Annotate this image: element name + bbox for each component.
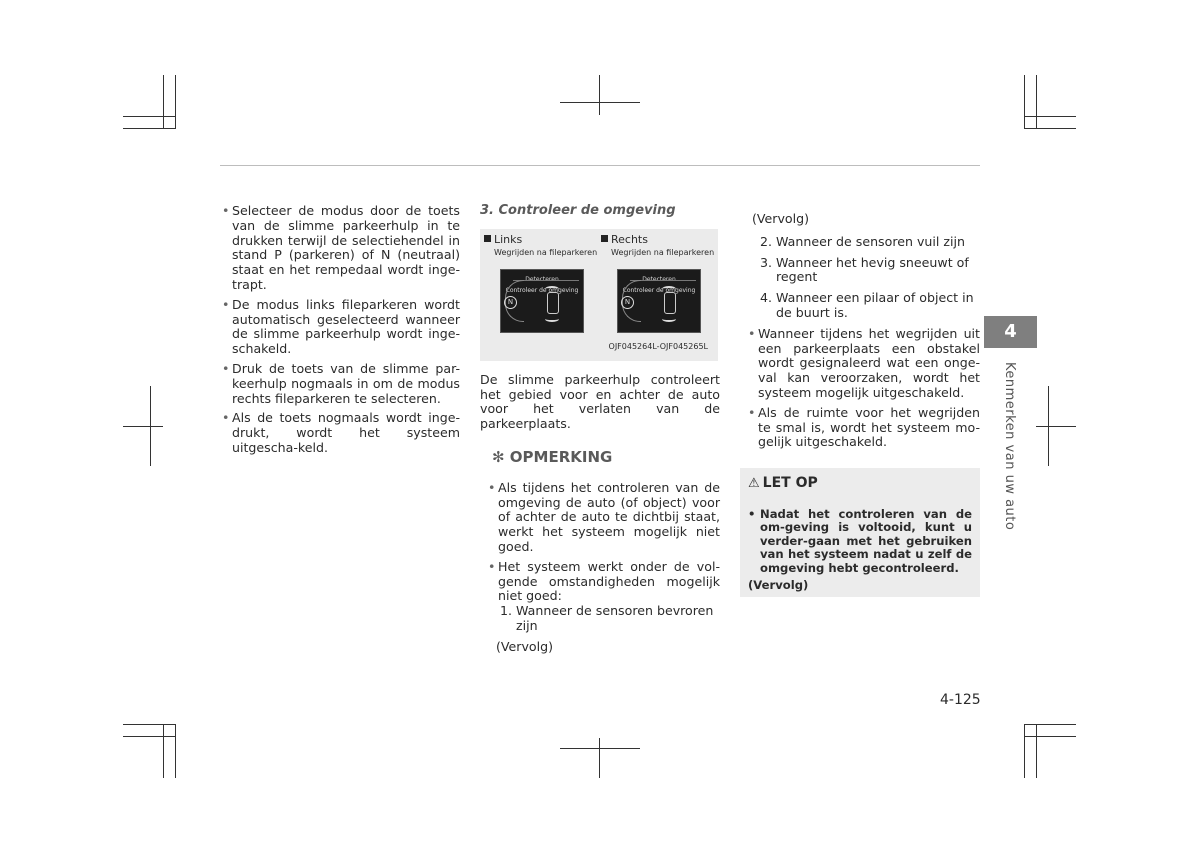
- crop-mark: [1024, 128, 1076, 129]
- header-rule: [220, 165, 980, 166]
- chapter-title: Kenmerken van uw auto: [1002, 362, 1017, 531]
- crop-mark: [1024, 724, 1025, 778]
- crop-mark: [123, 128, 175, 129]
- column-right: [740, 212, 980, 597]
- caution-box: [740, 468, 980, 597]
- crop-mark: [1036, 724, 1037, 778]
- cluster-screen-right: [617, 269, 701, 333]
- crop-mark: [1036, 426, 1076, 427]
- crop-mark: [599, 75, 600, 115]
- screen-subtitle: Controleer de omgeving: [505, 286, 579, 294]
- sensor-wave-icon: [662, 316, 676, 322]
- crop-mark: [123, 426, 163, 427]
- numbered-item: 4. Wanneer een pilaar of object in de buurt is.: [760, 290, 974, 320]
- crop-mark: [175, 724, 176, 778]
- chapter-tab: 4: [984, 316, 1037, 348]
- note-title: OPMERKING: [509, 447, 613, 466]
- section-heading: 3. Controleer de omgeving: [480, 203, 676, 218]
- gear-indicator-icon: N: [621, 296, 634, 309]
- numbered-item: 1. Wanneer de sensoren bevroren zijn: [500, 603, 714, 633]
- note-body: [480, 481, 720, 655]
- caution-item: • Nadat het controleren van de om-geving is voltooid, kunt u verder-gaan met het gebruiken van het systeem nadat u zelf de omgeving hebt gecontroleerd.: [748, 508, 972, 576]
- asterisk-icon: ✻: [492, 447, 510, 466]
- continued-label: (Vervolg): [496, 638, 554, 654]
- body-paragraph: De slimme parkeerhulp controleert het gebied voor en achter de auto voor het verlaten van de parkeerplaats.: [480, 371, 720, 432]
- crop-mark: [1036, 75, 1037, 129]
- list-item: • Selecteer de modus door de toets van de slimme parkeerhulp in te drukken terwijl de selectiehendel in stand P (parkeren) of N (neutraal) staat en het rempedaal wordt inge-trapt.: [222, 204, 460, 293]
- column-left: [222, 204, 460, 461]
- crop-mark: [1024, 75, 1025, 129]
- figure-sub-right: Wegrijden na fileparkeren: [611, 247, 715, 257]
- crop-mark: [560, 102, 640, 103]
- square-bullet-icon: [484, 235, 491, 242]
- crop-mark: [163, 75, 164, 129]
- continued-label: (Vervolg): [748, 578, 809, 593]
- crop-mark: [175, 75, 176, 129]
- continued-label: (Vervolg): [752, 211, 810, 226]
- sensor-wave-icon: [545, 316, 559, 322]
- warning-triangle-icon: ⚠: [748, 476, 760, 492]
- screen-subtitle: Controleer de omgeving: [622, 286, 696, 294]
- figure-label-right: Rechts: [611, 232, 648, 246]
- figure-display-screens: [480, 229, 718, 361]
- instruction-list: [222, 204, 460, 456]
- car-icon: [664, 292, 676, 314]
- crop-mark: [163, 724, 164, 778]
- crop-mark: [123, 116, 175, 117]
- page-number: 4-125: [940, 692, 981, 708]
- crop-mark: [1024, 116, 1076, 117]
- square-bullet-icon: [601, 235, 608, 242]
- sensor-wave-icon: [662, 286, 676, 292]
- figure-code: OJF045264L-OJF045265L: [608, 342, 708, 351]
- caution-title: LET OP: [762, 475, 818, 492]
- crop-mark: [560, 748, 640, 749]
- crop-mark: [123, 724, 175, 725]
- crop-mark: [599, 738, 600, 778]
- gear-indicator-icon: N: [504, 296, 517, 309]
- column-middle: [480, 204, 720, 655]
- list-item: • Als de ruimte voor het wegrijden te smal is, wordt het systeem mo-gelijk uitgeschakeld.: [748, 406, 980, 450]
- figure-right-panel: [597, 229, 716, 361]
- sensor-wave-icon: [545, 286, 559, 292]
- car-icon: [547, 292, 559, 314]
- note-item: • Als tijdens het controleren van de omgeving de auto (of object) voor of achter de auto te dichtbij staat, werkt het systeem mogelijk niet goed.: [488, 481, 720, 555]
- numbered-item: 2. Wanneer de sensoren vuil zijn: [760, 233, 965, 249]
- figure-left-panel: [480, 229, 599, 361]
- figure-sub-left: Wegrijden na fileparkeren: [494, 247, 598, 257]
- crop-mark: [123, 736, 175, 737]
- crop-mark: [1024, 736, 1076, 737]
- numbered-item: 3. Wanneer het hevig sneeuwt of regent: [760, 254, 969, 285]
- list-item: • Als de toets nogmaals wordt inge-drukt, wordt het systeem uitgescha-keld.: [222, 411, 460, 455]
- crop-mark: [1024, 724, 1076, 725]
- list-item: • De modus links fileparkeren wordt automatisch geselecteerd wanneer de slimme parkeerhulp wordt inge-schakeld.: [222, 298, 460, 357]
- note-item: • Het systeem werkt onder de vol-gende omstandigheden mogelijk niet goed:: [488, 560, 720, 604]
- figure-label-left: Links: [494, 232, 523, 246]
- list-item: • Wanneer tijdens het wegrijden uit een parkeerplaats een obstakel wordt gesignaleerd wat een onge-val kan veroorzaken, wordt het systeem mogelijk uitgeschakeld.: [748, 327, 980, 401]
- cluster-screen-left: [500, 269, 584, 333]
- list-item: • Druk de toets van de slimme par-keerhulp nogmaals in om de modus rechts fileparkeren te selecteren.: [222, 362, 460, 406]
